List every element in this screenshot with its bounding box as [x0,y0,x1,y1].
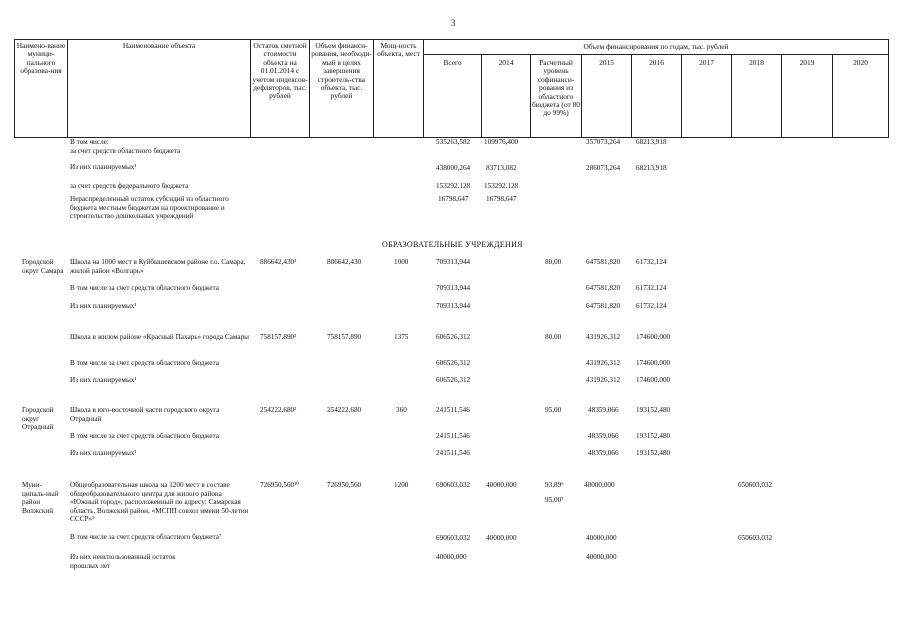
row-2-2015: 647581,820 [586,284,621,292]
row-11-name: В том числе за счет средств областного бюджета⁷ [70,533,222,541]
row-1-cofinancing: 80,00 [545,258,562,266]
row-10-total: 690603,032 [436,481,471,489]
top-row-1-2015: 357073,264 [586,138,621,146]
row-1-volume: 886642,430 [327,258,362,266]
row-2-2016: 61732,124 [636,284,667,292]
header-top-border [14,39,889,40]
top-row-3-total: 153292,128 [436,182,471,190]
header-remaining-cost: Остаток сметной стоимости объекта на 01.01.2014 с учетом индексов-дефляторов, тыс. рублей [252,41,308,101]
top-row-2-name: Из них планируемых¹ [70,163,137,171]
top-row-4-total: 16798,647 [438,195,469,203]
row-10-capacity: 1200 [394,481,409,489]
col-divider [67,39,68,138]
row-4-total: 606526,312 [436,333,471,341]
row-10-2018: 650603,032 [738,481,773,489]
top-row-2-2015: 286073,264 [586,164,621,172]
row-11-2015: 40000,000 [586,534,617,542]
row-9-name: Из них планируемых¹ [70,449,137,457]
header-cofinancing: Расчетный уровень софинанси-рования из областного бюджета (от 80 до 99%) [532,58,580,118]
row-3-total: 709313,944 [436,302,471,310]
header-capacity: Мощ-ность объекта, мест [377,41,420,59]
row-10-cofinancing: 93,89⁶ [545,481,564,489]
col-divider [250,39,251,138]
row-1-capacity: 1000 [394,258,409,266]
row-6-name: Из них планируемых¹ [70,376,137,384]
top-row-2-2014: 83713,082 [486,164,517,172]
section-title: ОБРАЗОВАТЕЛЬНЫЕ УЧРЕЖДЕНИЯ [382,240,523,249]
header-2017: 2017 [699,58,714,67]
row-11-total: 690603,032 [436,534,471,542]
row-4-capacity: 1375 [394,333,409,341]
header-municipality: Наимено-вание муници-пального образова-ния [16,41,66,76]
row-12-2015: 40000,000 [586,553,617,561]
row-6-2016: 174600,000 [636,376,671,384]
row-1-municipality: Городской округ Самара [22,258,64,275]
row-1-2015: 647581,820 [586,258,621,266]
col-divider [530,54,531,138]
row-4-remaining: 758157,890² [260,333,297,341]
row-2-total: 709313,944 [436,284,471,292]
top-row-2-total: 438000,264 [436,164,471,172]
row-7-capacity: 360 [396,406,407,414]
row-7-total: 241511,546 [436,406,470,414]
row-8-name: В том числе за счет средств областного бюджета [70,432,219,440]
row-7-remaining: 254222,680² [260,406,297,414]
row-10-municipality: Муни-ципаль-ный район Волжский [22,481,59,515]
header-by-years: Объем финансирования по годам, тыс. рублей [583,42,729,51]
top-row-4-name: Нераспределенный остаток субсидий из областного бюджета местным бюджетам на проектирование и строительство дошкольных учреждений [70,195,229,221]
top-row-4-2014: 16798,647 [486,195,517,203]
top-row-2-2016: 68213,918 [636,164,667,172]
row-12-total: 40000,000 [436,553,467,561]
row-9-total: 241511,546 [436,449,470,457]
row-10-name: Общеобразовательная школа на 1200 мест в составе общеобразовательного центра для жилого района «Южный город», расположенный по адресу: Самарская область, Волжский район, «МСПП совхоз имени 50-летия СССР»⁵ [70,481,249,524]
header-total: Всего [443,58,462,67]
header-financing-volume: Объем финанси-рования, необходи-мый в целях завершения строитель-ства объекта, тыс. рублей [311,41,372,101]
row-4-volume: 758157,890 [327,333,362,341]
header-2014: 2014 [498,58,514,67]
row-12-name: Из них неиспользованный остаток прошлых лет [70,553,176,570]
row-8-2015: 48359,066 [588,432,619,440]
row-5-2016: 174600,000 [636,359,671,367]
row-6-total: 606526,312 [436,376,471,384]
top-row-1-name: В том числе: за счет средств областного бюджета [70,138,181,155]
header-2018: 2018 [749,58,764,67]
row-10-2014: 40000,000 [486,481,517,489]
col-divider [309,39,310,138]
row-9-2016: 193152,480 [636,449,671,457]
row-7-volume: 254222,680 [327,406,362,414]
row-7-2016: 193152,480 [636,406,671,414]
row-1-name: Школа на 1000 мест в Куйбышевском районе г.о. Самара, жилой район «Волгарь» [70,258,246,275]
row-10-2015: 40000,000 [584,481,615,489]
header-object-name: Наименование объекта [122,41,196,50]
header-2019: 2019 [799,58,815,67]
row-1-total: 709313,944 [436,258,471,266]
top-row-1-total: 535263,582 [436,138,471,146]
row-1-2016: 61732,124 [636,258,667,266]
years-subheader-line [423,54,889,55]
row-8-2016: 193152,480 [636,432,671,440]
top-row-1-2014: 109976,400 [484,138,519,146]
row-10-remaining: 726950,560¹⁰ [260,481,300,489]
row-3-2015: 647581,820 [586,302,621,310]
row-4-name: Школа в жилом районе «Красный Пахарь» города Самары [70,333,249,341]
row-4-2015: 431926,312 [586,333,621,341]
row-2-name: В том числе за счет средств областного бюджета [70,284,219,292]
row-7-name: Школа в юго-восточной части городского округа Отрадный [70,406,220,423]
header-2016: 2016 [649,58,664,67]
row-10-cofinancing-2: 95,00⁷ [545,496,564,504]
col-divider [373,39,374,138]
row-1-remaining: 886642,430² [260,258,297,266]
row-11-2014: 40000,000 [486,534,517,542]
row-3-2016: 61732,124 [636,302,667,310]
header-2020: 2020 [853,58,868,67]
row-7-cofinancing: 95,00 [545,406,562,414]
col-divider [14,39,15,138]
col-divider [423,39,424,138]
row-9-2015: 48359,066 [588,449,619,457]
row-7-municipality: Городской округ Отрадный [22,406,54,432]
row-3-name: Из них планируемых¹ [70,302,137,310]
top-row-3-name: за счет средств федерального бюджета [70,182,189,190]
col-divider [888,39,889,138]
row-10-volume: 726950,560 [327,481,362,489]
top-row-3-2014: 153292,128 [484,182,519,190]
row-7-2015: 48359,066 [588,406,619,414]
row-11-2018: 650603,032 [738,534,773,542]
row-5-2015: 431926,312 [586,359,621,367]
row-4-2016: 174600,000 [636,333,671,341]
row-5-name: В том числе за счет средств областного бюджета [70,359,219,367]
header-2015: 2015 [599,58,614,67]
row-5-total: 606526,312 [436,359,471,367]
top-row-1-2016: 68213,918 [636,138,667,146]
page-number: 3 [451,18,456,28]
row-6-2015: 431926,312 [586,376,621,384]
row-4-cofinancing: 80,00 [545,333,562,341]
row-8-total: 241511,546 [436,432,470,440]
